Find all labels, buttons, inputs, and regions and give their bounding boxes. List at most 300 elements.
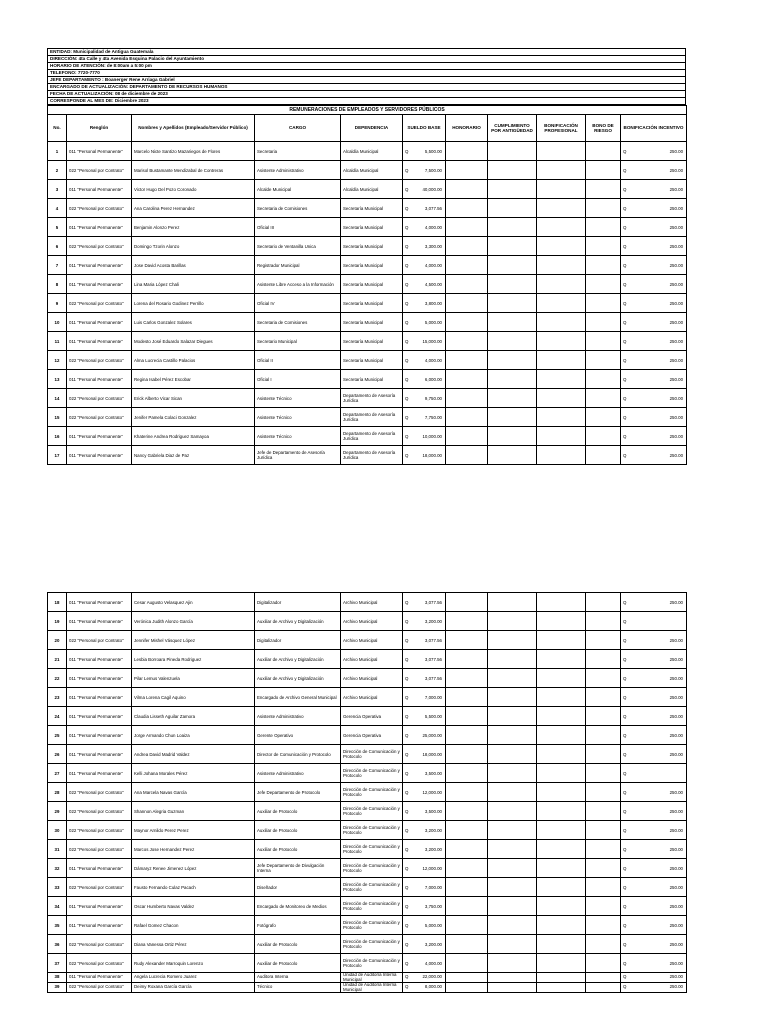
row-number: 36 xyxy=(48,935,67,954)
nombre-cell: Dámaryz Renee Jimenez López xyxy=(132,859,255,878)
table-row xyxy=(48,802,687,821)
row-number: 26 xyxy=(48,745,67,764)
incentivo-cell: 250.00 xyxy=(630,161,687,180)
row-number: 31 xyxy=(48,840,67,859)
honorario-cell xyxy=(446,332,488,351)
nombre-cell: Marcos Jose Hernandez Perez xyxy=(132,840,255,859)
table-row xyxy=(48,783,687,802)
nombre-cell: Claudia Lisseth Aguilar Zamora xyxy=(132,707,255,726)
dependencia-cell: Archivo Municipal xyxy=(341,669,403,688)
renglon-cell: 011 "Personal Permanente" xyxy=(67,764,132,783)
row-number: 27 xyxy=(48,764,67,783)
antiguedad-cell xyxy=(488,408,537,427)
table-row xyxy=(48,916,687,935)
profesional-cell xyxy=(537,707,586,726)
row-number: 38 xyxy=(48,973,67,983)
table-row xyxy=(48,764,687,783)
sueldo-currency: Q xyxy=(403,612,412,631)
sueldo-currency: Q xyxy=(403,973,412,983)
sueldo-currency: Q xyxy=(403,427,412,446)
antiguedad-cell xyxy=(488,973,537,983)
dependencia-cell: Secretaría Municipal xyxy=(341,256,403,275)
honorario-cell xyxy=(446,669,488,688)
incentivo-currency: Q xyxy=(621,161,630,180)
sueldo-currency: Q xyxy=(403,783,412,802)
row-number: 18 xyxy=(48,593,67,612)
profesional-cell xyxy=(537,650,586,669)
incentivo-currency: Q xyxy=(621,707,630,726)
incentivo-cell: 250.00 xyxy=(630,142,687,161)
dependencia-cell: Dirección de Comunicación y Protocolo xyxy=(341,764,403,783)
incentivo-cell: 250.00 xyxy=(630,802,687,821)
profesional-cell xyxy=(537,631,586,650)
renglon-cell: 011 "Personal Permanente" xyxy=(67,593,132,612)
sueldo-currency: Q xyxy=(403,446,412,465)
antiguedad-cell xyxy=(488,389,537,408)
antiguedad-cell xyxy=(488,161,537,180)
incentivo-currency: Q xyxy=(621,783,630,802)
row-number: 4 xyxy=(48,199,67,218)
incentivo-cell: 250.00 xyxy=(630,840,687,859)
sueldo-currency: Q xyxy=(403,389,412,408)
dependencia-cell: Dirección de Comunicación y Protocolo xyxy=(341,954,403,973)
dependencia-cell: Secretaría Municipal xyxy=(341,237,403,256)
jefe-line: JEFE DEPARTAMENTO : Boanerger Rene Arriaga Gabriel xyxy=(48,77,686,84)
row-number: 28 xyxy=(48,783,67,802)
table-row xyxy=(48,199,687,218)
nombre-cell: Deimy Roxana García García xyxy=(132,983,255,993)
renglon-cell: 022 "Personal por Contrato" xyxy=(67,389,132,408)
antiguedad-cell xyxy=(488,688,537,707)
honorario-cell xyxy=(446,973,488,983)
table-row xyxy=(48,935,687,954)
row-number: 23 xyxy=(48,688,67,707)
nombre-cell: Andrea David Madrid Valdez xyxy=(132,745,255,764)
sueldo-currency: Q xyxy=(403,161,412,180)
incentivo-currency: Q xyxy=(621,180,630,199)
dependencia-cell: Departamento de Asesoría Jurídica xyxy=(341,446,403,465)
riesgo-cell xyxy=(586,351,621,370)
profesional-cell xyxy=(537,840,586,859)
col-cargo: CARGO xyxy=(255,115,341,142)
sueldo-cell: 3,077.56 xyxy=(412,593,446,612)
table-row xyxy=(48,142,687,161)
cargo-cell: Auxiliar de Archivo y Digitalización xyxy=(255,669,341,688)
honorario-cell xyxy=(446,935,488,954)
incentivo-currency: Q xyxy=(621,332,630,351)
sueldo-currency: Q xyxy=(403,218,412,237)
honorario-cell xyxy=(446,593,488,612)
cargo-cell: Auxiliar de Protocolo xyxy=(255,802,341,821)
riesgo-cell xyxy=(586,294,621,313)
incentivo-currency: Q xyxy=(621,840,630,859)
profesional-cell xyxy=(537,983,586,993)
riesgo-cell xyxy=(586,593,621,612)
col-no: No. xyxy=(48,115,67,142)
dependencia-cell: Dirección de Comunicación y Protocolo xyxy=(341,916,403,935)
incentivo-currency: Q xyxy=(621,313,630,332)
sueldo-currency: Q xyxy=(403,745,412,764)
col-profesional: BONIFICACIÓN PROFESIONAL xyxy=(537,115,586,142)
riesgo-cell xyxy=(586,669,621,688)
incentivo-currency: Q xyxy=(621,256,630,275)
riesgo-cell xyxy=(586,180,621,199)
row-number: 32 xyxy=(48,859,67,878)
renglon-cell: 011 "Personal Permanente" xyxy=(67,612,132,631)
riesgo-cell xyxy=(586,935,621,954)
antiguedad-cell xyxy=(488,745,537,764)
dependencia-cell: Dirección de Comunicación y Protocolo xyxy=(341,859,403,878)
sueldo-currency: Q xyxy=(403,593,412,612)
renglon-cell: 011 "Personal Permanente" xyxy=(67,859,132,878)
riesgo-cell xyxy=(586,840,621,859)
sueldo-cell: 3,500.00 xyxy=(412,764,446,783)
table-row xyxy=(48,218,687,237)
riesgo-cell xyxy=(586,688,621,707)
antiguedad-cell xyxy=(488,821,537,840)
sueldo-cell: 3,200.00 xyxy=(412,612,446,631)
renglon-cell: 011 "Personal Permanente" xyxy=(67,707,132,726)
antiguedad-cell xyxy=(488,275,537,294)
antiguedad-cell xyxy=(488,983,537,993)
riesgo-cell xyxy=(586,612,621,631)
table-row xyxy=(48,973,687,983)
incentivo-cell: 250.00 xyxy=(630,745,687,764)
riesgo-cell xyxy=(586,256,621,275)
row-number: 37 xyxy=(48,954,67,973)
incentivo-cell: 250.00 xyxy=(630,389,687,408)
sueldo-cell: 3,300.00 xyxy=(412,237,446,256)
table-row xyxy=(48,313,687,332)
remuneraciones-table-2 xyxy=(47,592,687,993)
honorario-cell xyxy=(446,878,488,897)
riesgo-cell xyxy=(586,237,621,256)
dependencia-cell: Departamento de Asesoría Jurídica xyxy=(341,408,403,427)
incentivo-currency: Q xyxy=(621,897,630,916)
sueldo-cell: 5,500.00 xyxy=(412,142,446,161)
sueldo-currency: Q xyxy=(403,199,412,218)
row-number: 33 xyxy=(48,878,67,897)
col-renglon: Renglón xyxy=(67,115,132,142)
sueldo-currency: Q xyxy=(403,275,412,294)
riesgo-cell xyxy=(586,650,621,669)
cargo-cell: Encargado de Archivo General Municipal xyxy=(255,688,341,707)
dependencia-cell: Archivo Municipal xyxy=(341,688,403,707)
antiguedad-cell xyxy=(488,954,537,973)
nombre-cell: Modesto José Eduardo Salazar Diegues xyxy=(132,332,255,351)
row-number: 24 xyxy=(48,707,67,726)
incentivo-cell: 250.00 xyxy=(630,275,687,294)
row-number: 1 xyxy=(48,142,67,161)
renglon-cell: 022 "Personal por Contrato" xyxy=(67,983,132,993)
dependencia-cell: Alcaldía Municipal xyxy=(341,142,403,161)
antiguedad-cell xyxy=(488,199,537,218)
profesional-cell xyxy=(537,954,586,973)
incentivo-cell: 250.00 xyxy=(630,688,687,707)
cargo-cell: Oficial II xyxy=(255,351,341,370)
sueldo-cell: 5,500.00 xyxy=(412,707,446,726)
antiguedad-cell xyxy=(488,669,537,688)
incentivo-cell xyxy=(630,764,687,783)
table-row xyxy=(48,389,687,408)
sueldo-cell: 4,000.00 xyxy=(412,351,446,370)
sueldo-cell: 3,750.00 xyxy=(412,897,446,916)
antiguedad-cell xyxy=(488,650,537,669)
incentivo-cell: 250.00 xyxy=(630,650,687,669)
row-number: 20 xyxy=(48,631,67,650)
sueldo-currency: Q xyxy=(403,821,412,840)
antiguedad-cell xyxy=(488,840,537,859)
corresponde-line: CORRESPONDE AL MES DE: Diciembre 2023 xyxy=(48,98,686,105)
cargo-cell: Auxiliar de Archivo y Digitalización xyxy=(255,650,341,669)
table-row xyxy=(48,408,687,427)
sueldo-currency: Q xyxy=(403,897,412,916)
cargo-cell: Asistente Administrativo xyxy=(255,764,341,783)
nombre-cell: Lesbia Borroara Pineda Rodriguez xyxy=(132,650,255,669)
header-block xyxy=(47,48,686,105)
row-number: 13 xyxy=(48,370,67,389)
renglon-cell: 011 "Personal Permanente" xyxy=(67,256,132,275)
profesional-cell xyxy=(537,669,586,688)
honorario-cell xyxy=(446,612,488,631)
profesional-cell xyxy=(537,593,586,612)
cargo-cell: Asistente Técnico xyxy=(255,408,341,427)
incentivo-currency: Q xyxy=(621,408,630,427)
row-number: 3 xyxy=(48,180,67,199)
incentivo-cell: 250.00 xyxy=(630,332,687,351)
dependencia-cell: Unidad de Auditoría Interna Municipal xyxy=(341,973,403,983)
riesgo-cell xyxy=(586,161,621,180)
profesional-cell xyxy=(537,218,586,237)
nombre-cell: Jenifer Pamela Colaci Gonzalez xyxy=(132,408,255,427)
row-number: 12 xyxy=(48,351,67,370)
table-row xyxy=(48,650,687,669)
incentivo-currency: Q xyxy=(621,427,630,446)
riesgo-cell xyxy=(586,389,621,408)
cargo-cell: Auxiliar de Protocolo xyxy=(255,840,341,859)
renglon-cell: 011 "Personal Permanente" xyxy=(67,275,132,294)
riesgo-cell xyxy=(586,631,621,650)
cargo-cell: Técnico xyxy=(255,983,341,993)
renglon-cell: 011 "Personal Permanente" xyxy=(67,650,132,669)
antiguedad-cell xyxy=(488,707,537,726)
nombre-cell: Diana Vanessa Ortiz Pérez xyxy=(132,935,255,954)
incentivo-cell: 250.00 xyxy=(630,256,687,275)
renglon-cell: 022 "Personal por Contrato" xyxy=(67,840,132,859)
profesional-cell xyxy=(537,142,586,161)
incentivo-cell: 250.00 xyxy=(630,351,687,370)
incentivo-cell: 250.00 xyxy=(630,631,687,650)
antiguedad-cell xyxy=(488,802,537,821)
honorario-cell xyxy=(446,916,488,935)
nombre-cell: Victor Hugo Del Pozo Coronado xyxy=(132,180,255,199)
nombre-cell: Fausto Fernando Culaz Pacach xyxy=(132,878,255,897)
table-row xyxy=(48,954,687,973)
antiguedad-cell xyxy=(488,237,537,256)
sueldo-currency: Q xyxy=(403,256,412,275)
sueldo-currency: Q xyxy=(403,878,412,897)
dependencia-cell: Dirección de Comunicación y Protocolo xyxy=(341,897,403,916)
sueldo-currency: Q xyxy=(403,408,412,427)
table-row xyxy=(48,707,687,726)
profesional-cell xyxy=(537,427,586,446)
row-number: 10 xyxy=(48,313,67,332)
sueldo-cell: 10,000.00 xyxy=(412,427,446,446)
riesgo-cell xyxy=(586,199,621,218)
riesgo-cell xyxy=(586,332,621,351)
dependencia-cell: Dirección de Comunicación y Protocolo xyxy=(341,821,403,840)
row-number: 35 xyxy=(48,916,67,935)
sueldo-currency: Q xyxy=(403,332,412,351)
honorario-cell xyxy=(446,313,488,332)
incentivo-cell: 250.00 xyxy=(630,218,687,237)
direccion-line: DIRECCIÓN: 4ta Calle y 4ta Avenida Esquina Palacio del Ayuntamiento xyxy=(48,56,686,63)
antiguedad-cell xyxy=(488,726,537,745)
cargo-cell: Jefe de Departamento de Asesoría Jurídica xyxy=(255,446,341,465)
cargo-cell: Oficial I xyxy=(255,370,341,389)
nombre-cell: Angela Lucrecia Romero Juarez xyxy=(132,973,255,983)
incentivo-currency: Q xyxy=(621,935,630,954)
row-number: 6 xyxy=(48,237,67,256)
col-sueldo: SUELDO BASE xyxy=(403,115,446,142)
cargo-cell: Secretaria xyxy=(255,142,341,161)
renglon-cell: 011 "Personal Permanente" xyxy=(67,180,132,199)
row-number: 17 xyxy=(48,446,67,465)
honorario-cell xyxy=(446,275,488,294)
antiguedad-cell xyxy=(488,446,537,465)
incentivo-cell: 250.00 xyxy=(630,935,687,954)
honorario-cell xyxy=(446,688,488,707)
sueldo-cell: 18,000.00 xyxy=(412,745,446,764)
sueldo-currency: Q xyxy=(403,669,412,688)
incentivo-currency: Q xyxy=(621,916,630,935)
dependencia-cell: Secretaría Municipal xyxy=(341,218,403,237)
incentivo-cell: 250.00 xyxy=(630,954,687,973)
dependencia-cell: Archivo Municipal xyxy=(341,631,403,650)
honorario-cell xyxy=(446,351,488,370)
sueldo-cell: 4,000.00 xyxy=(412,218,446,237)
table-row xyxy=(48,612,687,631)
table-row xyxy=(48,593,687,612)
cargo-cell: Asistente Técnico xyxy=(255,389,341,408)
report-page-1 xyxy=(47,48,686,465)
riesgo-cell xyxy=(586,218,621,237)
incentivo-cell: 250.00 xyxy=(630,199,687,218)
antiguedad-cell xyxy=(488,313,537,332)
sueldo-cell: 7,500.00 xyxy=(412,161,446,180)
nombre-cell: Ana Carolina Perez Hernandez xyxy=(132,199,255,218)
profesional-cell xyxy=(537,973,586,983)
telefono-line: TELEFONO: 7720-7770 xyxy=(48,70,686,77)
table-row xyxy=(48,161,687,180)
dependencia-cell: Departamento de Asesoría Jurídica xyxy=(341,389,403,408)
incentivo-currency: Q xyxy=(621,199,630,218)
antiguedad-cell xyxy=(488,916,537,935)
sueldo-cell: 12,000.00 xyxy=(412,859,446,878)
renglon-cell: 011 "Personal Permanente" xyxy=(67,427,132,446)
incentivo-cell: 250.00 xyxy=(630,707,687,726)
riesgo-cell xyxy=(586,370,621,389)
antiguedad-cell xyxy=(488,142,537,161)
table-row xyxy=(48,275,687,294)
profesional-cell xyxy=(537,745,586,764)
incentivo-cell: 250.00 xyxy=(630,983,687,993)
sueldo-cell: 15,000.00 xyxy=(412,332,446,351)
sueldo-cell: 4,000.00 xyxy=(412,256,446,275)
honorario-cell xyxy=(446,954,488,973)
cargo-cell: Jefe Departamento de Protocolo xyxy=(255,783,341,802)
sueldo-cell: 7,750.00 xyxy=(412,408,446,427)
table-row xyxy=(48,332,687,351)
cargo-cell: Encargado de Monitoreo de Medios xyxy=(255,897,341,916)
antiguedad-cell xyxy=(488,370,537,389)
table-body-1 xyxy=(48,142,687,465)
incentivo-currency: Q xyxy=(621,593,630,612)
honorario-cell xyxy=(446,237,488,256)
table-row xyxy=(48,237,687,256)
renglon-cell: 022 "Personal por Contrato" xyxy=(67,783,132,802)
sueldo-cell: 3,800.00 xyxy=(412,294,446,313)
table-title: REMUNERACIONES DE EMPLEADOS Y SERVIDORES PÚBLICOS xyxy=(48,106,687,115)
honorario-cell xyxy=(446,897,488,916)
honorario-cell xyxy=(446,389,488,408)
incentivo-currency: Q xyxy=(621,218,630,237)
row-number: 7 xyxy=(48,256,67,275)
renglon-cell: 022 "Personal por Contrato" xyxy=(67,954,132,973)
riesgo-cell xyxy=(586,973,621,983)
nombre-cell: Vilma Lorena Cagil Aquino xyxy=(132,688,255,707)
profesional-cell xyxy=(537,332,586,351)
row-number: 16 xyxy=(48,427,67,446)
renglon-cell: 022 "Personal por Contrato" xyxy=(67,802,132,821)
renglon-cell: 022 "Personal por Contrato" xyxy=(67,878,132,897)
table-row xyxy=(48,688,687,707)
honorario-cell xyxy=(446,821,488,840)
row-number: 9 xyxy=(48,294,67,313)
incentivo-currency: Q xyxy=(621,821,630,840)
antiguedad-cell xyxy=(488,764,537,783)
table-row xyxy=(48,821,687,840)
honorario-cell xyxy=(446,370,488,389)
profesional-cell xyxy=(537,859,586,878)
incentivo-currency: Q xyxy=(621,802,630,821)
dependencia-cell: Gerencia Operativa xyxy=(341,726,403,745)
riesgo-cell xyxy=(586,142,621,161)
nombre-cell: Verónica Judith Alonzo García xyxy=(132,612,255,631)
renglon-cell: 011 "Personal Permanente" xyxy=(67,688,132,707)
profesional-cell xyxy=(537,802,586,821)
sueldo-cell: 3,077.56 xyxy=(412,650,446,669)
riesgo-cell xyxy=(586,707,621,726)
dependencia-cell: Dirección de Comunicación y Protocolo xyxy=(341,783,403,802)
incentivo-cell: 250.00 xyxy=(630,783,687,802)
profesional-cell xyxy=(537,351,586,370)
row-number: 39 xyxy=(48,983,67,993)
riesgo-cell xyxy=(586,897,621,916)
dependencia-cell: Secretaría Municipal xyxy=(341,275,403,294)
profesional-cell xyxy=(537,199,586,218)
honorario-cell xyxy=(446,142,488,161)
renglon-cell: 022 "Personal por Contrato" xyxy=(67,161,132,180)
sueldo-cell: 5,000.00 xyxy=(412,916,446,935)
honorario-cell xyxy=(446,859,488,878)
fecha-line: FECHA DE ACTUALIZACIÓN: 08 de diciembre de 2023 xyxy=(48,91,686,98)
nombre-cell: Rafael Gomez Chacon xyxy=(132,916,255,935)
cargo-cell: Auxiliar de Protocolo xyxy=(255,935,341,954)
dependencia-cell: Archivo Municipal xyxy=(341,612,403,631)
honorario-cell xyxy=(446,631,488,650)
sueldo-cell: 4,500.00 xyxy=(412,275,446,294)
